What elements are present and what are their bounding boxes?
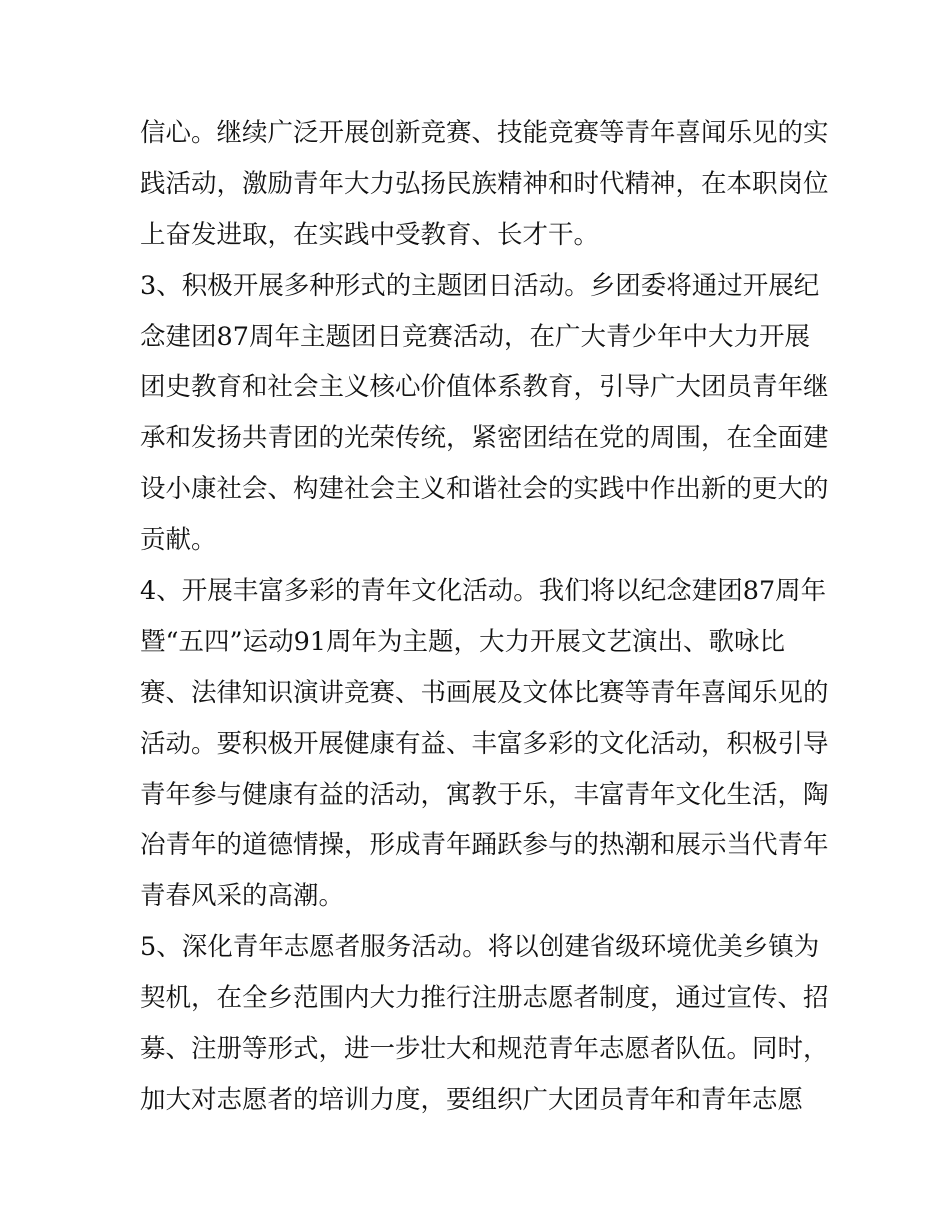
text-line: 5、深化青年志愿者服务活动。将以创建省级环境优美乡镇为 <box>140 932 820 963</box>
text-line: 上奋发进取，在实践中受教育、长才干。 <box>140 219 600 250</box>
text-line: 募、注册等形式，进一步壮大和规范青年志愿者队伍。同时， <box>140 1034 829 1065</box>
text-line: 践活动，激励青年大力弘扬民族精神和时代精神，在本职岗位 <box>140 168 829 199</box>
text-line: 团史教育和社会主义核心价值体系教育，引导广大团员青年继 <box>140 372 829 403</box>
document-body <box>140 108 829 1126</box>
text-line: 设小康社会、构建社会主义和谐社会的实践中作出新的更大的 <box>140 474 829 505</box>
text-line: 信心。继续广泛开展创新竞赛、技能竞赛等青年喜闻乐见的实 <box>140 118 829 148</box>
text-line: 承和发扬共青团的光荣传统，紧密团结在党的周围，在全面建 <box>140 423 829 454</box>
text-line: 青春风采的高潮。 <box>140 881 345 912</box>
text-line: 4、开展丰富多彩的青年文化活动。我们将以纪念建团87周年 <box>140 576 827 607</box>
text-line: 冶青年的道德情操，形成青年踊跃参与的热潮和展示当代青年 <box>140 830 829 861</box>
text-line: 3、积极开展多种形式的主题团日活动。乡团委将通过开展纪 <box>140 270 820 301</box>
text-line: 青年参与健康有益的活动，寓教于乐，丰富青年文化生活，陶 <box>140 779 829 810</box>
text-line: 赛、法律知识演讲竞赛、书画展及文体比赛等青年喜闻乐见的 <box>140 677 829 708</box>
text-line: 念建团87周年主题团日竞赛活动，在广大青少年中大力开展 <box>140 321 810 352</box>
text-line: 契机，在全乡范围内大力推行注册志愿者制度，通过宣传、招 <box>140 983 829 1014</box>
text-line: 加大对志愿者的培训力度，要组织广大团员青年和青年志愿 <box>140 1084 804 1115</box>
text-line: 贡献。 <box>140 525 217 556</box>
text-line: 活动。要积极开展健康有益、丰富多彩的文化活动，积极引导 <box>140 728 829 759</box>
text-line: 暨“五四”运动91周年为主题，大力开展文艺演出、歌咏比 <box>140 626 786 657</box>
